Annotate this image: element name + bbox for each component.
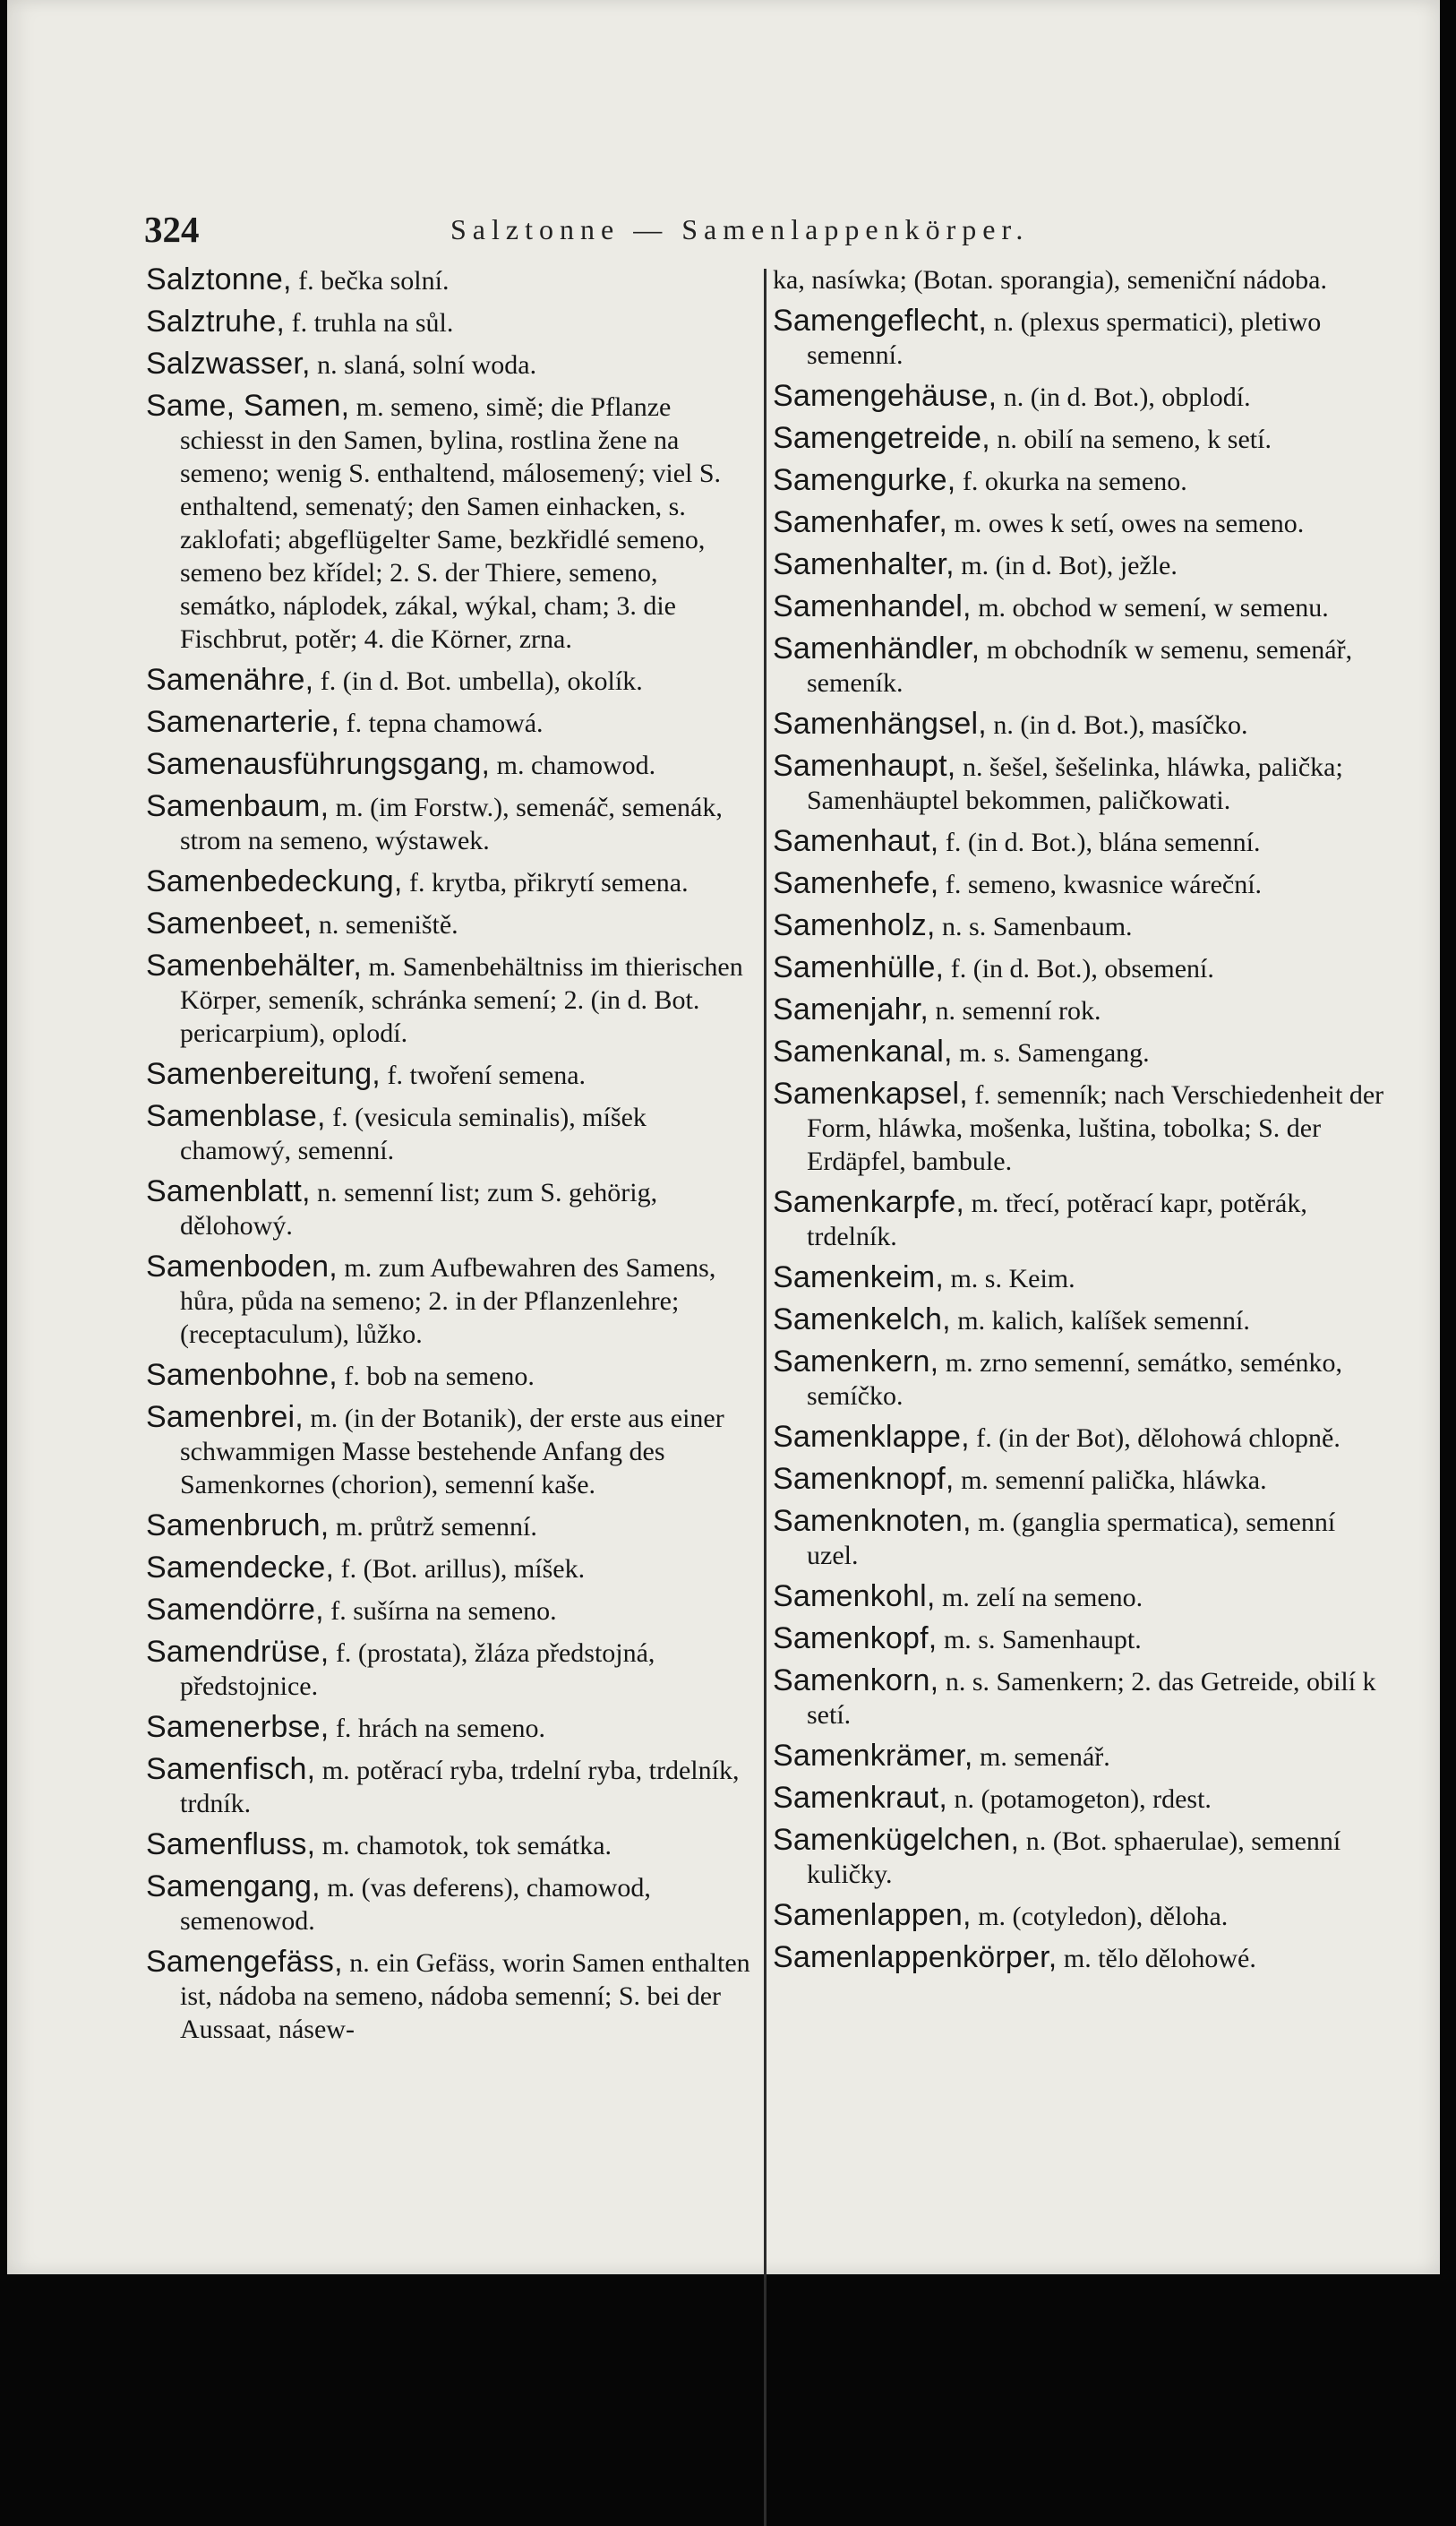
entry-definition: f. tepna chamowá. [346, 709, 544, 738]
entry-definition: n. ein Gefäss, worin Samen enthalten ist, nádoba na semeno, nádoba semenní; S. bei der Aussaat, násew- [180, 1948, 750, 2044]
entry-headword: Samenbedeckung, [146, 864, 403, 898]
dictionary-entry [773, 825, 1392, 859]
entry-definition: n. (plexus spermatici), pletiwo semenní. [807, 307, 1322, 370]
entry-headword: Samenhaut, [773, 824, 939, 858]
entry-definition: f. (prostata), žláza předstojná, předstojnice. [180, 1638, 655, 1701]
entry-headword: Samenkarpfe, [773, 1185, 965, 1219]
dictionary-entry [773, 1345, 1392, 1413]
dictionary-page [7, 0, 1440, 2274]
entry-definition: n. (potamogeton), rdest. [954, 1784, 1212, 1814]
entry-headword: Samenkapsel, [773, 1077, 968, 1111]
entry-definition: n. s. Samenkern; 2. das Getreide, obilí k setí. [807, 1667, 1376, 1730]
dictionary-entry [146, 263, 755, 297]
entry-definition: n. šešel, šešelinka, hláwka, palička; Samenhäuptel bekommen, paličkowati. [807, 752, 1343, 815]
entry-headword: Samenkopf, [773, 1621, 938, 1655]
dictionary-entry [773, 590, 1392, 624]
dictionary-entry [773, 1078, 1392, 1178]
dictionary-entry [773, 909, 1392, 943]
entry-definition: m. Samenbehältniss im thierischen Körper, semeník, schránka semení; 2. (in d. Bot. pericarpium), oplodí. [180, 952, 743, 1048]
entry-headword: Samenhängsel, [773, 707, 987, 741]
dictionary-entry [146, 949, 755, 1050]
entry-headword: Samenkeim, [773, 1260, 944, 1294]
entry-definition: f. (vesicula seminalis), míšek chamowý, semenní. [180, 1103, 647, 1165]
entry-definition: n. (in d. Bot.), obplodí. [1003, 382, 1251, 412]
entry-headword: Samenhülle, [773, 950, 945, 984]
dictionary-entry [146, 907, 755, 941]
dictionary-entry [773, 1740, 1392, 1774]
entry-headword: Samenhaupt, [773, 749, 956, 783]
entry-definition: m. (ganglia spermatica), semenní uzel. [807, 1508, 1336, 1570]
dictionary-entry [773, 750, 1392, 817]
entry-headword: Samenfluss, [146, 1827, 316, 1861]
entry-definition: m. (in der Botanik), der erste aus einer schwammigen Masse bestehende Anfang des Samenkornes (chorion), semenní kaše. [180, 1404, 724, 1499]
entry-headword: Samenkügelchen, [773, 1823, 1020, 1857]
entry-headword: Samenbereitung, [146, 1057, 381, 1091]
right-column [773, 263, 1392, 1983]
entry-definition: m. kalich, kalíšek semenní. [957, 1306, 1250, 1336]
entry-headword: Samenlappen, [773, 1898, 972, 1932]
dictionary-entry [773, 422, 1392, 456]
entry-headword: Samenbrei, [146, 1400, 304, 1434]
entry-headword: Samenkorn, [773, 1663, 939, 1697]
dictionary-entry [773, 1899, 1392, 1933]
page-number: 324 [144, 209, 200, 250]
dictionary-entry [146, 1250, 755, 1351]
dictionary-entry [773, 1463, 1392, 1497]
entry-headword: Salztruhe, [146, 305, 286, 339]
entry-definition: f. (in der Bot), dělohowá chlopně. [976, 1423, 1340, 1453]
entry-definition: m. (in d. Bot), ježle. [961, 551, 1178, 580]
dictionary-entry [146, 664, 755, 698]
entry-headword: Samengetreide, [773, 421, 990, 455]
entry-definition: ka, nasíwka; (Botan. sporangia), semeniční nádoba. [773, 265, 1327, 295]
entry-headword: Samendörre, [146, 1593, 324, 1627]
dictionary-entry [146, 1828, 755, 1862]
dictionary-entry [146, 1711, 755, 1745]
entry-headword: Salzwasser, [146, 347, 311, 381]
dictionary-entry [773, 708, 1392, 742]
dictionary-entry [773, 548, 1392, 582]
dictionary-entry [146, 865, 755, 899]
entry-definition: m. owes k setí, owes na semeno. [954, 509, 1305, 538]
entry-definition: f. hrách na semeno. [335, 1714, 546, 1743]
entry-definition: m. s. Keim. [950, 1264, 1075, 1293]
entry-headword: Samenhafer, [773, 505, 947, 539]
dictionary-entry [146, 1100, 755, 1167]
dictionary-entry [146, 1594, 755, 1628]
entry-headword: Samenkanal, [773, 1035, 953, 1069]
entry-definition: m. chamotok, tok semátka. [321, 1831, 612, 1860]
entry-headword: Samengurke, [773, 463, 956, 497]
entry-definition: m. semenní palička, hláwka. [961, 1465, 1267, 1495]
entry-headword: Samenfisch, [146, 1752, 316, 1786]
dictionary-entry [773, 1505, 1392, 1572]
entry-definition: f. bob na semeno. [344, 1362, 535, 1391]
dictionary-entry [146, 390, 755, 656]
entry-headword: Samengang, [146, 1869, 321, 1903]
entry-definition: m. (cotyledon), děloha. [978, 1902, 1229, 1931]
entry-definition: m. tělo dělohowé. [1063, 1944, 1256, 1973]
entry-headword: Samengeflecht, [773, 304, 988, 338]
entry-headword: Samenlappenkörper, [773, 1940, 1058, 1974]
entry-definition: m. zelí na semeno. [942, 1583, 1143, 1612]
dictionary-entry [146, 348, 755, 382]
dictionary-entry [773, 380, 1392, 414]
dictionary-entry [146, 1870, 755, 1937]
entry-headword: Samenhandel, [773, 589, 972, 623]
entry-headword: Samenhefe, [773, 866, 939, 900]
entry-definition: m. potěrací ryba, trdelní ryba, trdelník, trdník. [180, 1756, 740, 1818]
entry-headword: Samenbohne, [146, 1358, 338, 1392]
left-column [146, 263, 755, 2054]
entry-definition: f. bečka solní. [298, 266, 450, 296]
entry-definition: n. slaná, solní woda. [317, 350, 537, 380]
entry-definition: f. semeno, kwasnice wáreční. [945, 870, 1263, 899]
entry-headword: Samenklappe, [773, 1420, 970, 1454]
entry-headword: Samenhändler, [773, 632, 981, 666]
entry-headword: Samenbaum, [146, 789, 330, 823]
dictionary-entry [146, 305, 755, 339]
entry-headword: Samenkohl, [773, 1579, 936, 1613]
dictionary-entry [773, 1622, 1392, 1656]
entry-definition: m. průtrž semenní. [335, 1512, 537, 1542]
entry-headword: Samendecke, [146, 1551, 335, 1585]
entry-headword: Samenblatt, [146, 1174, 311, 1208]
dictionary-entry [773, 305, 1392, 372]
entry-definition: f. (in d. Bot.), blána semenní. [945, 828, 1261, 857]
page-header [7, 208, 1440, 262]
entry-headword: Samenhalter, [773, 547, 955, 581]
entry-definition: f. twoření semena. [387, 1061, 587, 1090]
dictionary-entry [773, 867, 1392, 901]
entry-definition: m. zum Aufbewahren des Samens, hůra, půda na semeno; 2. in der Pflanzenlehre; (receptaculum), lůžko. [180, 1253, 716, 1349]
entry-definition: n. semeniště. [318, 910, 458, 940]
entry-headword: Samenarterie, [146, 705, 340, 739]
entry-definition: f. (in d. Bot. umbella), okolík. [320, 666, 643, 696]
entry-definition: n. s. Samenbaum. [942, 912, 1133, 941]
entry-definition: f. (in d. Bot.), obsemení. [950, 954, 1214, 984]
entry-definition: f. okurka na semeno. [962, 467, 1187, 496]
entry-definition: f. semenník; nach Verschiedenheit der Form, hláwka, mošenka, luština, tobolka; S. der Erdäpfel, bambule. [807, 1080, 1384, 1176]
dictionary-entry [146, 790, 755, 857]
dictionary-entry [773, 1421, 1392, 1455]
entry-definition: m. chamowod. [496, 751, 656, 780]
dictionary-entry [773, 1035, 1392, 1070]
entry-headword: Same, Samen, [146, 389, 350, 423]
dictionary-entry [773, 1782, 1392, 1816]
entry-definition: f. sušírna na semeno. [330, 1596, 557, 1626]
dictionary-entry [773, 1824, 1392, 1891]
entry-headword: Samenknoten, [773, 1504, 972, 1538]
dictionary-entry [773, 1664, 1392, 1731]
dictionary-entry [146, 1359, 755, 1393]
entry-headword: Samenausführungsgang, [146, 747, 491, 781]
entry-definition: n. (Bot. sphaerulae), semenní kuličky. [807, 1826, 1341, 1889]
entry-definition: f. krytba, přikrytí semena. [409, 868, 689, 898]
entry-headword: Samenknopf, [773, 1462, 955, 1496]
entry-headword: Samenbeet, [146, 906, 313, 941]
dictionary-entry [146, 1946, 755, 2046]
dictionary-entry [146, 1509, 755, 1543]
entry-headword: Samenkelch, [773, 1302, 951, 1336]
entry-headword: Samengehäuse, [773, 379, 998, 413]
dictionary-entry [773, 1580, 1392, 1614]
entry-headword: Samenboden, [146, 1250, 338, 1284]
entry-headword: Samenähre, [146, 663, 314, 697]
entry-definition: m. (vas deferens), chamowod, semenowod. [180, 1873, 651, 1936]
dictionary-entry [773, 1186, 1392, 1253]
dictionary-entry [773, 632, 1392, 700]
dictionary-entry [146, 1175, 755, 1242]
entry-definition: m. semeno, simě; die Pflanze schiesst in den Samen, bylina, rostlina žene na semeno; wenig S. enthaltend, málosemený; viel S. enthaltend, semenatý; den Samen einhacken, s. zaklofati; abgeflügelter Same, bezkřidlé semeno, semeno bez křídel; 2. S. der Thiere, semeno, semátko, náplodek, zákal, wýkal, cham; 3. die Fischbrut, potěr; 4. die Körner, zrna. [180, 392, 722, 654]
entry-headword: Samenblase, [146, 1099, 326, 1133]
dictionary-entry [773, 464, 1392, 498]
running-title: Salztonne — Samenlappenkörper. [450, 213, 1030, 245]
entry-definition: m. zrno semenní, semátko, seménko, semíčko. [807, 1348, 1343, 1411]
entry-headword: Samenkern, [773, 1345, 939, 1379]
entry-definition: m. s. Samenhaupt. [943, 1625, 1142, 1654]
entry-definition: m. třecí, potěrací kapr, potěrák, trdelník. [807, 1189, 1307, 1251]
entry-definition: m. s. Samengang. [959, 1038, 1150, 1068]
dictionary-entry [146, 706, 755, 740]
dictionary-entry [146, 1401, 755, 1501]
dictionary-entry [146, 1636, 755, 1703]
entry-definition: f. truhla na sůl. [291, 308, 454, 338]
entry-headword: Samenjahr, [773, 992, 929, 1027]
entry-headword: Samenkraut, [773, 1781, 947, 1815]
dictionary-entry [146, 1058, 755, 1092]
entry-headword: Salztonne, [146, 262, 292, 296]
entry-headword: Samenbehälter, [146, 949, 362, 983]
entry-definition: n. obilí na semeno, k setí. [997, 425, 1272, 454]
entry-definition: n. semenní list; zum S. gehörig, dělohowý. [180, 1178, 658, 1241]
entry-definition: n. semenní rok. [935, 996, 1101, 1026]
entry-definition: n. (in d. Bot.), masíčko. [993, 710, 1248, 740]
dictionary-entry [773, 993, 1392, 1027]
entry-headword: Samenerbse, [146, 1710, 330, 1744]
entry-definition: m. (im Forstw.), semenáč, semenák, strom na semeno, wýstawek. [180, 793, 723, 855]
entry-headword: Samenbruch, [146, 1508, 330, 1542]
entry-definition: m. obchod w semení, w semenu. [978, 593, 1329, 623]
entry-definition: f. (Bot. arillus), míšek. [340, 1554, 586, 1584]
column-divider [764, 269, 767, 2526]
dictionary-entry [773, 951, 1392, 985]
dictionary-entry [773, 506, 1392, 540]
entry-headword: Samenholz, [773, 908, 936, 942]
dictionary-entry [146, 1551, 755, 1585]
dictionary-entry [773, 263, 1392, 296]
dictionary-entry [146, 1753, 755, 1820]
entry-definition: m obchodník w semenu, semenář, semeník. [807, 635, 1353, 698]
entry-headword: Samendrüse, [146, 1635, 330, 1669]
dictionary-entry [773, 1261, 1392, 1295]
entry-definition: m. semenář. [979, 1742, 1110, 1772]
entry-headword: Samenkrämer, [773, 1739, 973, 1773]
entry-headword: Samengefäss, [146, 1945, 343, 1979]
dictionary-entry [773, 1941, 1392, 1975]
dictionary-entry [146, 748, 755, 782]
dictionary-entry [773, 1303, 1392, 1337]
